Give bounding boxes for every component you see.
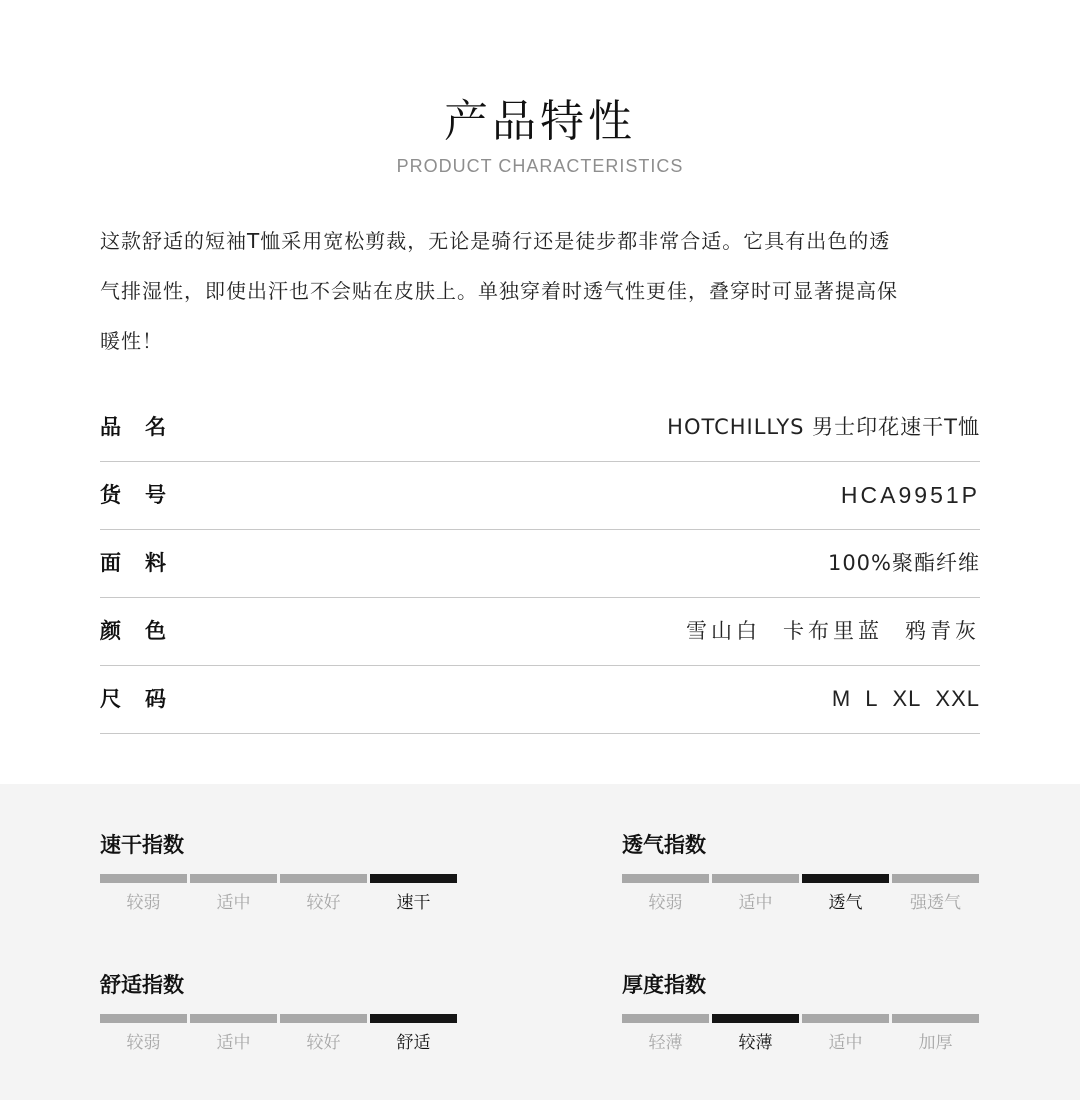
index-level xyxy=(712,1014,799,1055)
index-bar xyxy=(100,874,187,883)
index-level-label: 较薄 xyxy=(738,1033,773,1053)
index-bar xyxy=(622,874,709,883)
description-line: 暖性！ xyxy=(100,329,163,353)
index-bar-active xyxy=(712,1014,799,1023)
spec-label-fabric: 面料 xyxy=(100,551,190,575)
index-bars xyxy=(100,1014,460,1055)
index-level xyxy=(190,874,277,915)
index-thickness xyxy=(622,970,982,1055)
size-option: M xyxy=(831,686,852,711)
index-level-label: 轻薄 xyxy=(648,1033,683,1053)
spec-value-colors xyxy=(664,616,980,646)
spec-row-fabric xyxy=(100,530,980,598)
page-subtitle: PRODUCT CHARACTERISTICS xyxy=(396,156,684,176)
index-level-label: 较弱 xyxy=(126,1033,161,1053)
size-option: XL xyxy=(892,686,922,711)
index-bar xyxy=(190,1014,277,1023)
index-bar xyxy=(892,1014,979,1023)
index-level-label: 速干 xyxy=(396,893,431,913)
index-level xyxy=(802,874,889,915)
index-title: 舒适指数 xyxy=(100,973,184,997)
index-level-label: 透气 xyxy=(828,893,863,913)
index-title: 透气指数 xyxy=(622,833,706,857)
index-bar xyxy=(622,1014,709,1023)
spec-value-sizes xyxy=(818,684,980,714)
index-level-label: 较好 xyxy=(306,893,341,913)
spec-row-sku xyxy=(100,462,980,530)
index-level xyxy=(370,874,457,915)
index-level xyxy=(280,1014,367,1055)
index-level xyxy=(892,1014,979,1055)
index-level-label: 适中 xyxy=(828,1033,863,1053)
spec-label-name: 品名 xyxy=(100,415,190,439)
spec-label-color: 颜色 xyxy=(100,619,190,643)
index-quick-dry xyxy=(100,830,460,915)
color-option: 鸦青灰 xyxy=(905,619,980,643)
index-bar xyxy=(712,874,799,883)
index-breathability xyxy=(622,830,982,915)
index-level-label: 较弱 xyxy=(126,893,161,913)
spec-value-name: HOTCHILLYS 男士印花速干T恤 xyxy=(667,415,980,439)
index-comfort xyxy=(100,970,460,1055)
index-level xyxy=(190,1014,277,1055)
index-bar xyxy=(100,1014,187,1023)
index-level-label: 强透气 xyxy=(910,893,961,913)
index-title: 厚度指数 xyxy=(622,973,706,997)
index-level xyxy=(100,1014,187,1055)
spec-table xyxy=(100,394,980,734)
index-level-label: 较弱 xyxy=(648,893,683,913)
index-level-label: 较好 xyxy=(306,1033,341,1053)
index-bars xyxy=(622,1014,982,1055)
index-bar xyxy=(190,874,277,883)
index-level xyxy=(370,1014,457,1055)
index-level-label: 加厚 xyxy=(918,1033,953,1053)
index-level-label: 舒适 xyxy=(396,1033,431,1053)
description-line: 这款舒适的短袖T恤采用宽松剪裁，无论是骑行还是徒步都非常合适。它具有出色的透 xyxy=(100,229,891,253)
index-bar-active xyxy=(802,874,889,883)
index-bar-active xyxy=(370,1014,457,1023)
index-level-label: 适中 xyxy=(738,893,773,913)
index-bars xyxy=(100,874,460,915)
index-bar xyxy=(280,1014,367,1023)
spec-row-color xyxy=(100,598,980,666)
color-option: 雪山白 xyxy=(686,619,761,643)
spec-value-fabric: 100%聚酯纤维 xyxy=(827,551,980,575)
index-level xyxy=(280,874,367,915)
index-level-label: 适中 xyxy=(216,1033,251,1053)
index-level xyxy=(622,874,709,915)
description-line: 气排湿性，即使出汗也不会贴在皮肤上。单独穿着时透气性更佳，叠穿时可显著提高保 xyxy=(100,279,898,303)
size-option: L xyxy=(865,686,879,711)
index-level xyxy=(622,1014,709,1055)
spec-value-sku: HCA9951P xyxy=(840,482,980,508)
size-option: XXL xyxy=(935,686,980,711)
product-description xyxy=(100,216,990,366)
index-bar-active xyxy=(370,874,457,883)
index-level xyxy=(100,874,187,915)
index-level xyxy=(712,874,799,915)
color-option: 卡布里蓝 xyxy=(783,619,883,643)
page-title: 产品特性 xyxy=(444,96,636,147)
index-bar xyxy=(892,874,979,883)
spec-row-name xyxy=(100,394,980,462)
index-bar xyxy=(280,874,367,883)
index-bars xyxy=(622,874,982,915)
index-level xyxy=(892,874,979,915)
index-level-label: 适中 xyxy=(216,893,251,913)
spec-row-size xyxy=(100,666,980,734)
index-title: 速干指数 xyxy=(100,833,184,857)
index-level xyxy=(802,1014,889,1055)
spec-label-size: 尺码 xyxy=(100,687,190,711)
indices-section xyxy=(0,784,1080,1100)
spec-label-sku: 货号 xyxy=(100,483,190,507)
index-bar xyxy=(802,1014,889,1023)
